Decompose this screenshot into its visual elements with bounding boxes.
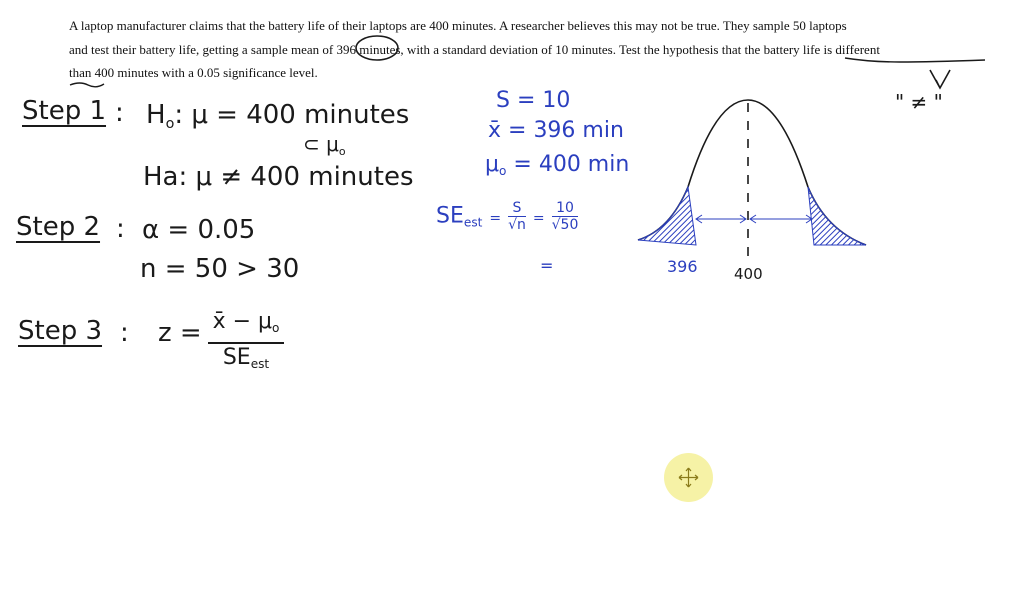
curve-label-400: 400 [734, 265, 763, 283]
given-sample-mean: x̄ = 396 min [488, 118, 624, 143]
z-denominator [223, 344, 269, 378]
mu0-hint [303, 132, 346, 158]
problem-line-2a: and test their battery life, getting a sample mean [69, 41, 323, 57]
se-result-equals: = [540, 256, 554, 275]
h0-subscript: o [165, 116, 175, 132]
not-equal-note: " ≠ " [895, 90, 943, 114]
se-fraction-2 [552, 200, 579, 233]
se-equals-2: = [532, 210, 545, 227]
se-f2-numerator: 10 [556, 200, 574, 216]
circled-sample-mean: of 396 [322, 41, 357, 57]
step1-colon: : [115, 98, 124, 128]
se-equals: = [489, 210, 502, 227]
given-pop-mean [485, 152, 629, 178]
problem-statement [69, 14, 989, 85]
curve-label-396: 396 [667, 257, 698, 276]
standard-error [436, 200, 578, 233]
z-numerator-text: x̄ − μ [212, 309, 273, 334]
given-std-dev: S = 10 [496, 88, 571, 113]
h0-symbol: H [146, 100, 166, 130]
z-formula-fraction [208, 308, 284, 378]
problem-line-2c: minutes, with a standard deviation of 10 minutes. Test the hypothesis that the battery life is different [356, 41, 880, 57]
mu0-hint-subscript: o [338, 144, 346, 158]
ha-statement: : μ ≠ 400 minutes [178, 162, 414, 192]
step2-label: Step 2 [16, 212, 101, 242]
h0-statement: : μ = 400 minutes [174, 100, 410, 130]
problem-line-1: A laptop manufacturer claims that the battery life of their laptops are 400 minutes. A researcher believes this may not be true. They sample 50 laptops [69, 18, 847, 33]
se-f1-numerator: S [512, 200, 522, 216]
step1-label: Step 1 [22, 96, 107, 126]
se-f1-denominator: √n [508, 217, 526, 233]
alt-hypothesis [143, 162, 414, 192]
z-numerator [213, 308, 280, 342]
mu0-hint-text: ⊂ μ [303, 132, 339, 156]
step2-colon: : [116, 214, 125, 244]
problem-line-2 [69, 38, 989, 62]
sample-size: n = 50 > 30 [140, 254, 300, 284]
se-symbol: SE [436, 203, 464, 229]
z-numerator-subscript: o [272, 321, 280, 336]
alpha-value: α = 0.05 [142, 215, 256, 245]
z-denominator-text: SE [222, 345, 251, 371]
mu0-value: = 400 min [506, 152, 630, 177]
problem-line-3: than 400 minutes with a 0.05 significance level. [69, 65, 318, 80]
se-subscript: est [463, 215, 483, 230]
step3-label: Step 3 [18, 316, 103, 346]
se-f2-denominator: √50 [551, 217, 579, 233]
mu0-symbol: μ [485, 152, 499, 177]
ha-symbol: Ha [143, 162, 179, 192]
step3-colon: : [120, 318, 129, 348]
move-cursor-icon [678, 467, 699, 488]
left-rejection-region [638, 187, 696, 245]
z-lhs: z = [158, 318, 202, 348]
right-rejection-region [808, 187, 866, 245]
mu0-subscript: o [499, 164, 507, 179]
null-hypothesis [146, 100, 409, 132]
z-denominator-subscript: est [250, 357, 270, 372]
se-fraction-1 [508, 200, 526, 233]
cursor-highlight [664, 453, 713, 502]
